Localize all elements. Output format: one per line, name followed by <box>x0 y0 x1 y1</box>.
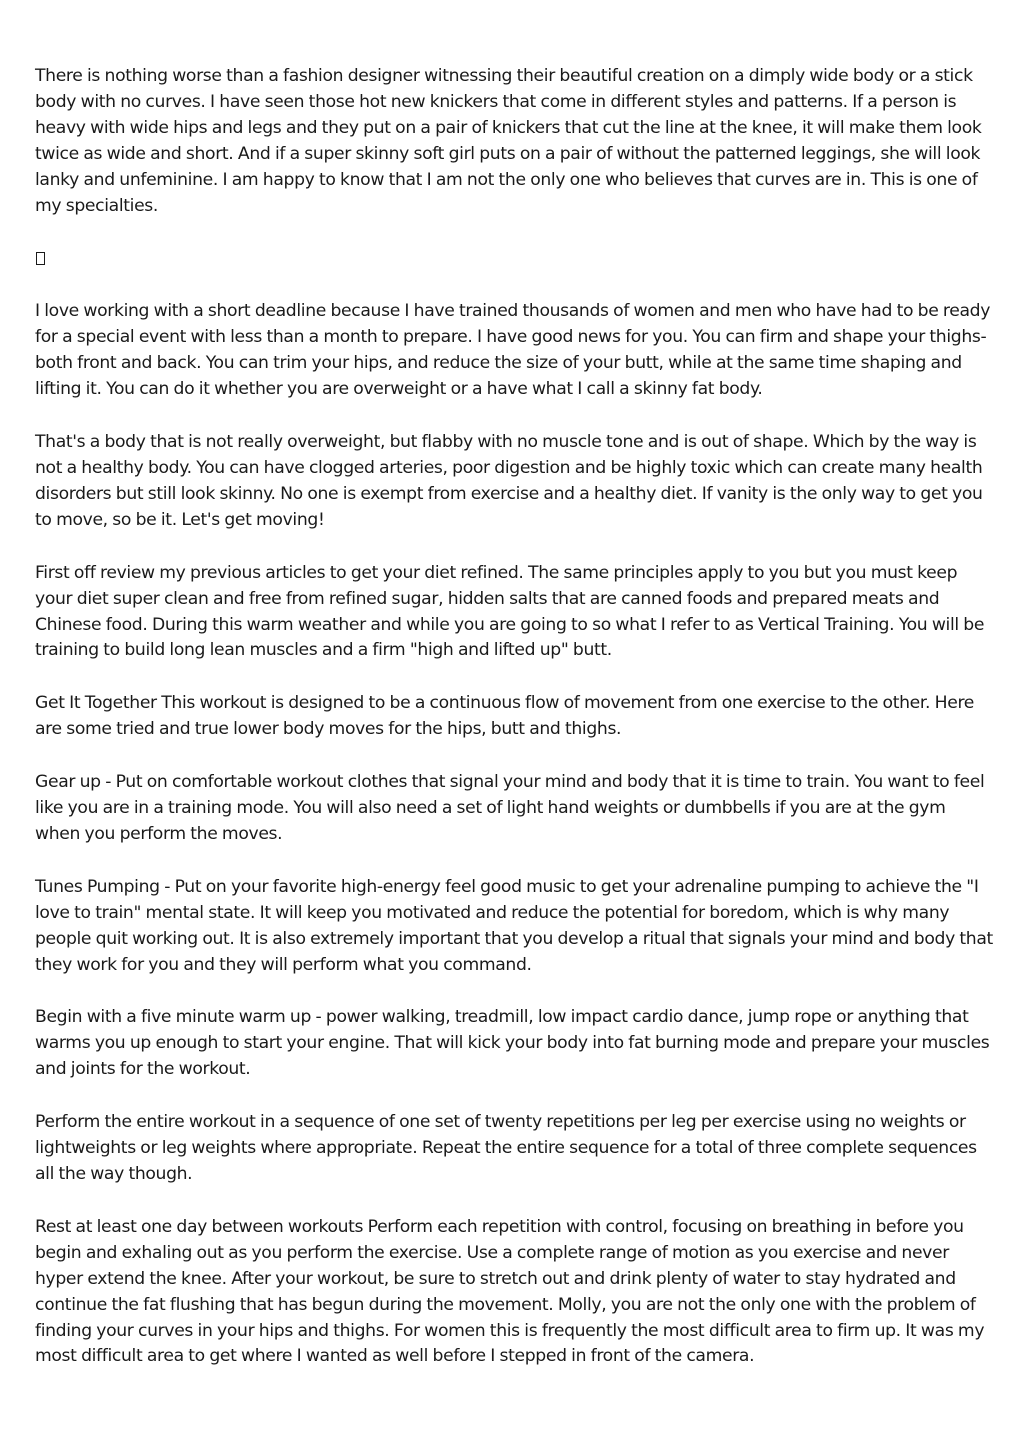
missing-glyph-icon <box>36 252 45 265</box>
article-body <box>35 64 995 1397</box>
paragraph-1: There is nothing worse than a fashion designer witnessing their beautiful creation on a dimply wide body or a stick body with no curves. I have seen those hot new knickers that come in different styles and patterns. If a person is heavy with wide hips and legs and they put on a pair of knickers that cut the line at the knee, it will make them look twice as wide and short. And if a super skinny soft girl puts on a pair of without the patterned leggings, she will look lanky and unfeminine. I am happy to know that I am not the only one who believes that curves are in. This is one of my specialties. <box>35 66 982 216</box>
paragraph-5: Get It Together This workout is designed to be a continuous flow of movement from one exercise to the other. Here are some tried and true lower body moves for the hips, butt and thighs. <box>35 693 975 740</box>
paragraph-7: Tunes Pumping - Put on your favorite high-energy feel good music to get your adrenaline pumping to achieve the "I love to train" mental state. It will keep you motivated and reduce the potential for boredom, which is why many people quit working out. It is also extremely important that you develop a ritual that signals your mind and body that they work for you and they will perform what you command. <box>35 876 993 975</box>
paragraph-9: Perform the entire workout in a sequence of one set of twenty repetitions per leg per exercise using no weights or lightweights or leg weights where appropriate. Repeat the entire sequence for a total of three complete sequences all the way though. <box>35 1112 977 1184</box>
paragraph-6: Gear up - Put on comfortable workout clothes that signal your mind and body that it is time to train. You want to feel like you are in a training mode. You will also need a set of light hand weights or dumbbells if you are at the gym when you perform the moves. <box>35 772 985 844</box>
paragraph-2: I love working with a short deadline because I have trained thousands of women and men who have had to be ready for a special event with less than a month to prepare. I have good news for you. You can firm and shape your thighs-both front and back. You can trim your hips, and reduce the size of your butt, while at the same time shaping and lifting it. You can do it whether you are overweight or a have what I call a skinny fat body. <box>35 301 991 400</box>
paragraph-10: Rest at least one day between workouts Perform each repetition with control, focusing on breathing in before you begin and exhaling out as you perform the exercise. Use a complete range of motion as you exercise and never hyper extend the knee. After your workout, be sure to stretch out and drink plenty of water to stay hydrated and continue the fat flushing that has begun during the movement. Molly, you are not the only one with the problem of finding your curves in your hips and thighs. For women this is frequently the most difficult area to firm up. It was my most difficult area to get where I wanted as well before I stepped in front of the camera. <box>35 1216 985 1367</box>
paragraph-4: First off review my previous articles to get your diet refined. The same principles apply to you but you must keep your diet super clean and free from refined sugar, hidden salts that are canned foods and prepared meats and Chinese food. During this warm weather and while you are going to so what I refer to as Vertical Training. You will be training to build long lean muscles and a firm "high and lifted up" butt. <box>35 562 985 661</box>
placeholder-glyph-line <box>35 246 995 272</box>
paragraph-3: That's a body that is not really overweight, but flabby with no muscle tone and is out of shape. Which by the way is not a healthy body. You can have clogged arteries, poor digestion and be highly toxic which can create many health disorders but still look skinny. No one is exempt from exercise and a healthy diet. If vanity is the only way to get you to move, so be it. Let's get moving! <box>35 432 983 530</box>
paragraph-8: Begin with a five minute warm up - power walking, treadmill, low impact cardio dance, jump rope or anything that warms you up enough to start your engine. That will kick your body into fat burning mode and prepare your muscles and joints for the workout. <box>35 1007 990 1080</box>
